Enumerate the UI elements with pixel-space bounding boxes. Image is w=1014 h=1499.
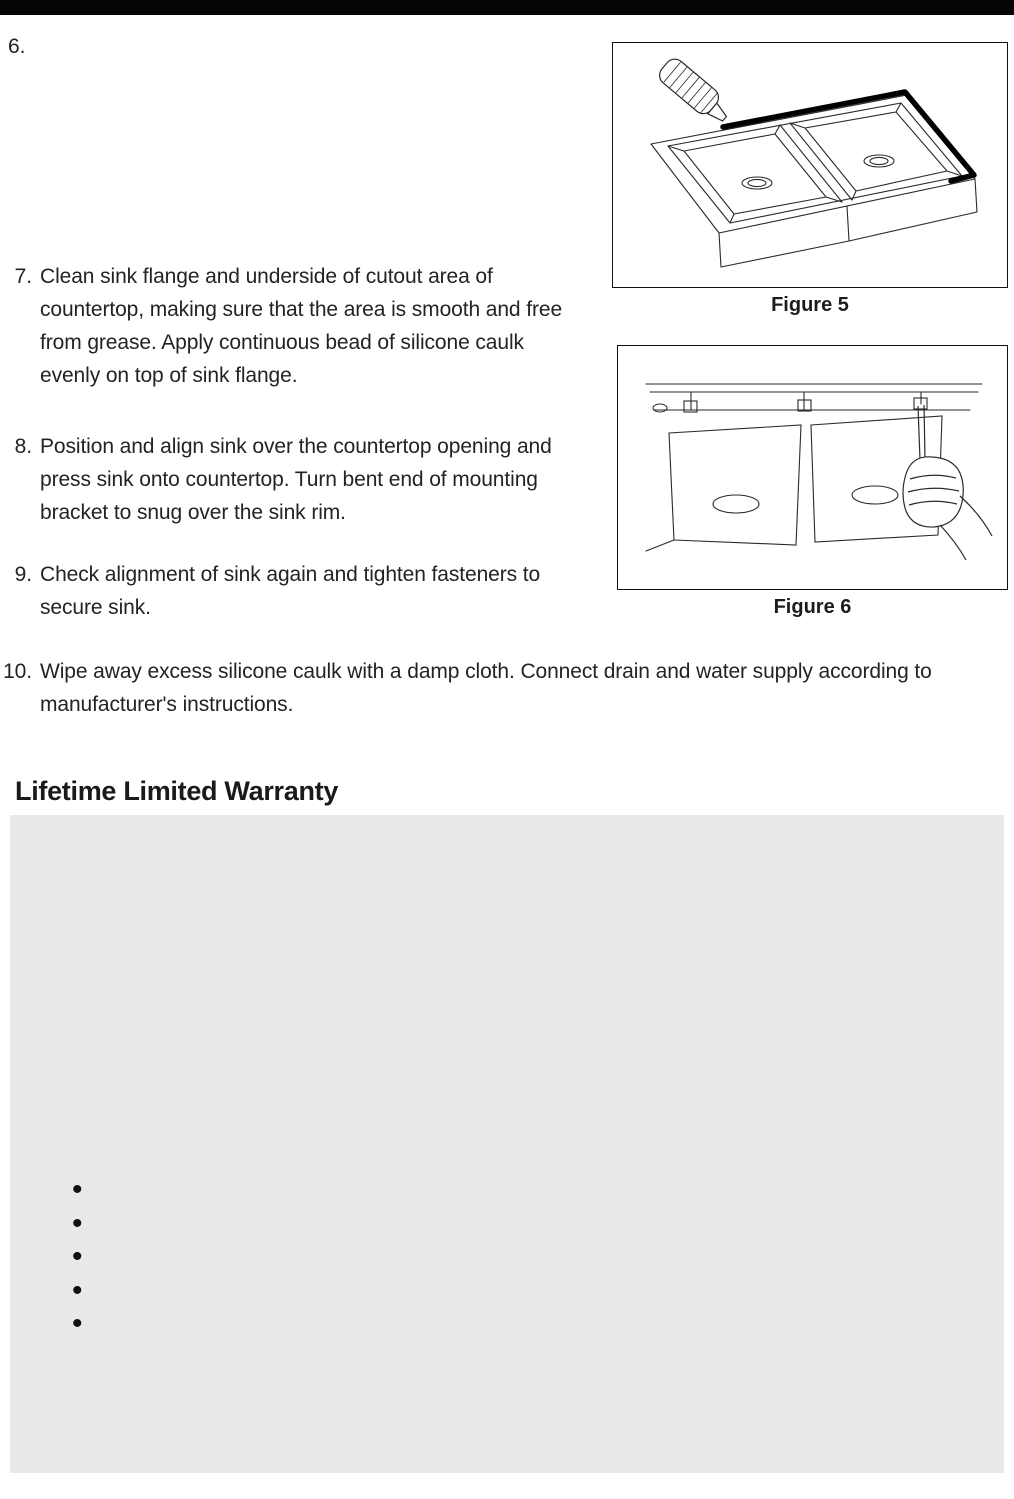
step-9 bbox=[0, 558, 575, 624]
warranty-heading: Lifetime Limited Warranty bbox=[15, 776, 339, 806]
top-black-bar bbox=[0, 0, 1014, 15]
figure-5-caption: Figure 5 bbox=[771, 294, 849, 316]
figure-5-box bbox=[612, 42, 1008, 288]
step-7-number: 7. bbox=[14, 265, 32, 288]
step-10-text: Wipe away excess silicone caulk with a damp cloth. Connect drain and water supply according to manufacturer's instructions. bbox=[40, 660, 932, 716]
bullet: • bbox=[72, 1206, 83, 1240]
figure-6-box bbox=[617, 345, 1008, 590]
step-10 bbox=[0, 655, 990, 721]
step-8-text: Position and align sink over the countertop opening and press sink onto countertop. Turn bent end of mounting bracket to snug over the sink rim. bbox=[40, 435, 552, 524]
step-9-number: 9. bbox=[14, 563, 32, 586]
step-9-text: Check alignment of sink again and tighten fasteners to secure sink. bbox=[40, 563, 541, 619]
step-6 bbox=[8, 30, 25, 63]
step-8-number: 8. bbox=[14, 435, 32, 458]
caulk-tube-icon bbox=[656, 55, 735, 128]
bullet: • bbox=[72, 1173, 83, 1206]
warranty-bullets bbox=[72, 1173, 83, 1341]
bullet: • bbox=[72, 1307, 83, 1340]
figure-6-illustration bbox=[618, 346, 1007, 589]
step-8 bbox=[0, 430, 575, 529]
step-7 bbox=[0, 260, 575, 392]
bullet: • bbox=[72, 1240, 83, 1273]
figure-6-caption: Figure 6 bbox=[773, 596, 852, 618]
step-7-text: Clean sink flange and underside of cutout area of countertop, making sure that the area is smooth and free from grease. Apply continuous bead of silicone caulk evenly on top of sink flange. bbox=[40, 265, 563, 387]
warranty-box bbox=[10, 815, 1004, 1473]
figure-5-illustration bbox=[613, 43, 1007, 287]
step-6-number: 6. bbox=[8, 35, 26, 58]
step-10-number: 10. bbox=[3, 660, 32, 683]
bullet: • bbox=[72, 1273, 83, 1307]
